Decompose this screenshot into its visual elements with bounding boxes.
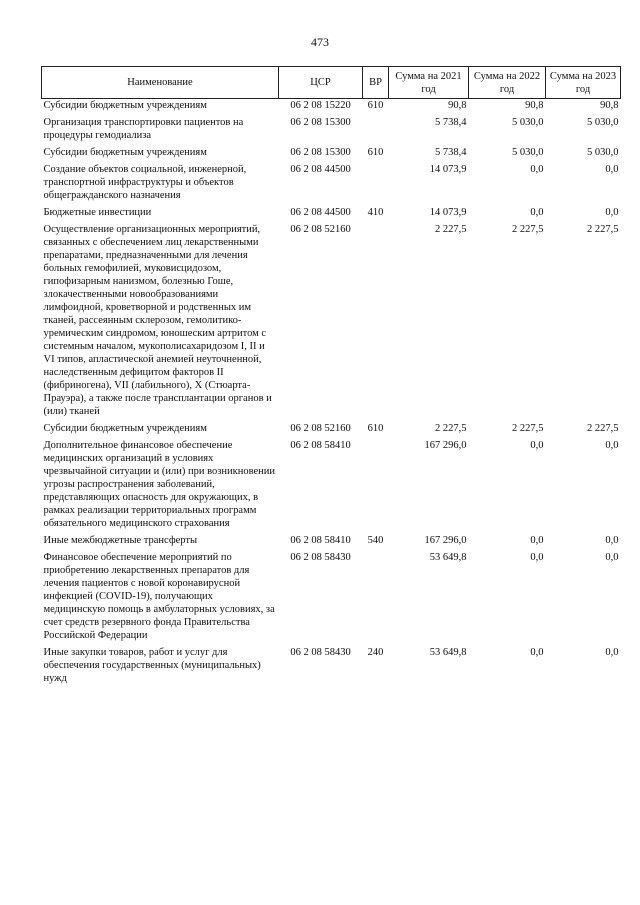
row-vr: 410 (367, 207, 384, 218)
header-vr: ВР (363, 67, 389, 99)
page-number: 473 (311, 35, 329, 49)
row-sum-2021: 5 738,4 (435, 147, 467, 158)
table-row (42, 530, 621, 547)
row-vr: 610 (367, 423, 384, 434)
row-sum-2022: 0,0 (530, 552, 544, 563)
row-sum-2021: 5 738,4 (435, 117, 467, 128)
row-csr: 06 2 08 58430 (290, 552, 351, 563)
header-sum-2021: Сумма на 2021 год (389, 67, 469, 99)
row-csr: 06 2 08 15300 (290, 147, 351, 158)
header-sum-2022: Сумма на 2022 год (469, 67, 546, 99)
table-row (42, 99, 621, 113)
budget-table (41, 66, 621, 685)
row-sum-2023: 0,0 (605, 552, 619, 563)
row-sum-2021: 53 649,8 (429, 552, 467, 563)
row-sum-2022: 0,0 (530, 207, 544, 218)
table-row (42, 418, 621, 435)
row-sum-2023: 2 227,5 (587, 224, 619, 235)
table-row (42, 219, 621, 418)
row-sum-2022: 90,8 (525, 100, 544, 111)
row-name: Создание объектов социальной, инженерной, транспортной инфраструктуры и объектов общегражданского назначения (43, 164, 247, 201)
row-csr: 06 2 08 58410 (290, 440, 351, 451)
row-vr (363, 547, 389, 642)
row-csr: 06 2 08 52160 (290, 423, 351, 434)
row-vr (363, 112, 389, 142)
table-row (42, 642, 621, 685)
row-sum-2022: 2 227,5 (512, 224, 544, 235)
row-sum-2022: 0,0 (530, 164, 544, 175)
row-sum-2022: 2 227,5 (512, 423, 544, 434)
row-sum-2022: 0,0 (530, 440, 544, 451)
row-name: Субсидии бюджетным учреждениям (43, 100, 207, 111)
row-vr: 240 (367, 647, 384, 658)
header-sum-2023: Сумма на 2023 год (546, 67, 621, 99)
row-vr: 610 (367, 147, 384, 158)
row-name: Субсидии бюджетным учреждениям (43, 147, 207, 158)
row-sum-2021: 2 227,5 (435, 423, 467, 434)
row-sum-2023: 90,8 (600, 100, 619, 111)
row-sum-2021: 167 296,0 (424, 440, 467, 451)
row-csr: 06 2 08 44500 (290, 207, 351, 218)
row-sum-2021: 53 649,8 (429, 647, 467, 658)
table-row (42, 547, 621, 642)
row-sum-2023: 0,0 (605, 440, 619, 451)
row-name: Организация транспортировки пациентов на процедуры гемодиализа (43, 117, 244, 141)
table-header-row (42, 67, 621, 99)
row-sum-2023: 0,0 (605, 164, 619, 175)
row-name: Иные межбюджетные трансферты (43, 535, 198, 546)
row-vr (363, 435, 389, 530)
table-row (42, 142, 621, 159)
row-vr: 610 (367, 100, 384, 111)
row-name: Иные закупки товаров, работ и услуг для обеспечения государственных (муниципальных) нужд (43, 647, 261, 684)
table-row (42, 202, 621, 219)
header-csr: ЦСР (279, 67, 363, 99)
row-name: Субсидии бюджетным учреждениям (43, 423, 207, 434)
header-name: Наименование (42, 67, 279, 99)
row-vr (363, 159, 389, 202)
row-sum-2022: 0,0 (530, 535, 544, 546)
row-sum-2021: 167 296,0 (424, 535, 467, 546)
row-vr: 540 (367, 535, 384, 546)
row-name: Бюджетные инвестиции (43, 207, 152, 218)
row-sum-2021: 14 073,9 (429, 207, 467, 218)
row-csr: 06 2 08 44500 (290, 164, 351, 175)
row-sum-2022: 0,0 (530, 647, 544, 658)
row-name: Дополнительное финансовое обеспечение медицинских организаций в условиях чрезвычайной ситуации и (или) при возникновении угрозы распространения заболеваний, представляющих опасность для окружающих, в рамках реализации территориальных программ обязательного медицинского страхования (43, 440, 275, 529)
row-sum-2023: 5 030,0 (587, 117, 619, 128)
table-row (42, 112, 621, 142)
row-csr: 06 2 08 15220 (290, 100, 351, 111)
row-sum-2021: 90,8 (448, 100, 467, 111)
row-sum-2023: 0,0 (605, 647, 619, 658)
row-csr: 06 2 08 15300 (290, 117, 351, 128)
row-sum-2023: 2 227,5 (587, 423, 619, 434)
row-csr: 06 2 08 52160 (290, 224, 351, 235)
row-vr (363, 219, 389, 418)
row-sum-2022: 5 030,0 (512, 117, 544, 128)
row-sum-2021: 14 073,9 (429, 164, 467, 175)
row-name: Осуществление организационных мероприятий, связанных с обеспечением лиц лекарственными препаратами, предназначенными для лечения больных гемофилией, муковисцидозом, гипофизарным нанизмом, болезнью Гоше, злокачественными новообразованиями лимфоидной, кроветворной и родственных им тканей, рассеянным склерозом, гемолитико-уремическим синдромом, юношеским артритом с системным началом, мукополисахаридозом I, II и VI типов, апластической анемией неуточненной, наследственным дефицитом факторов II (фибриногена), VII (лабильного), X (Стюарта-Прауэра), а также после трансплантации органов и (или) тканей (43, 224, 272, 417)
row-csr: 06 2 08 58410 (290, 535, 351, 546)
row-sum-2023: 5 030,0 (587, 147, 619, 158)
row-name: Финансовое обеспечение мероприятий по приобретению лекарственных препаратов для лечения пациентов с новой коронавирусной инфекцией (COVID-19), получающих медицинскую помощь в амбулаторных условиях, за счет средств резервного фонда Правительства Российской Федерации (43, 552, 275, 641)
row-sum-2023: 0,0 (605, 535, 619, 546)
table-row (42, 159, 621, 202)
row-sum-2022: 5 030,0 (512, 147, 544, 158)
row-csr: 06 2 08 58430 (290, 647, 351, 658)
row-sum-2023: 0,0 (605, 207, 619, 218)
row-sum-2021: 2 227,5 (435, 224, 467, 235)
table-row (42, 435, 621, 530)
